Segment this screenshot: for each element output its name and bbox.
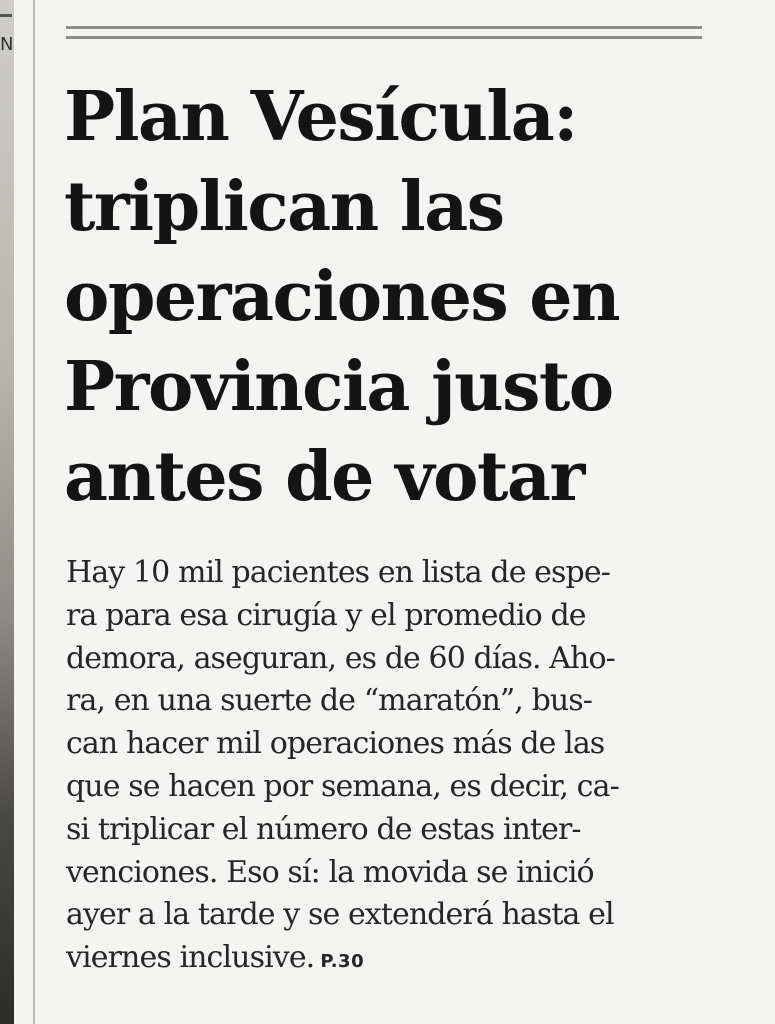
headline-line: operaciones en (64, 257, 620, 337)
adjacent-photo-edge (0, 0, 14, 1024)
summary-line: ra para esa cirugía y el promedio de (66, 597, 586, 633)
summary-line: venciones. Eso sí: la movida se inició (66, 854, 594, 890)
summary-last-line (66, 937, 706, 984)
headline-line: Provincia justo (64, 347, 613, 427)
summary-line: si triplicar el número de estas inter- (66, 811, 581, 847)
page-reference[interactable]: P.30 (320, 951, 365, 973)
article-headline (64, 72, 744, 522)
summary-line: Hay 10 mil pacientes en lista de espe- (66, 555, 610, 590)
top-double-rule (66, 26, 702, 46)
column-divider (33, 0, 35, 1024)
summary-line: ra, en una suerte de “maratón”, bus- (66, 683, 593, 719)
headline-line: antes de votar (64, 437, 584, 517)
article-summary (66, 552, 706, 984)
summary-line: viernes inclusive. (66, 940, 315, 976)
summary-line: demora, aseguran, es de 60 días. Aho- (66, 640, 615, 676)
summary-line: can hacer mil operaciones más de las (66, 726, 605, 762)
adjacent-column-mark (0, 14, 12, 17)
top-rule-2 (66, 36, 702, 39)
summary-line: ayer a la tarde y se extenderá hasta el (66, 897, 614, 933)
top-rule-1 (66, 26, 702, 29)
headline-line: triplican las (64, 167, 504, 247)
adjacent-column-text: N (0, 34, 14, 55)
headline-line: Plan Vesícula: (64, 77, 577, 157)
summary-line: que se hacen por semana, es decir, ca- (66, 768, 619, 804)
